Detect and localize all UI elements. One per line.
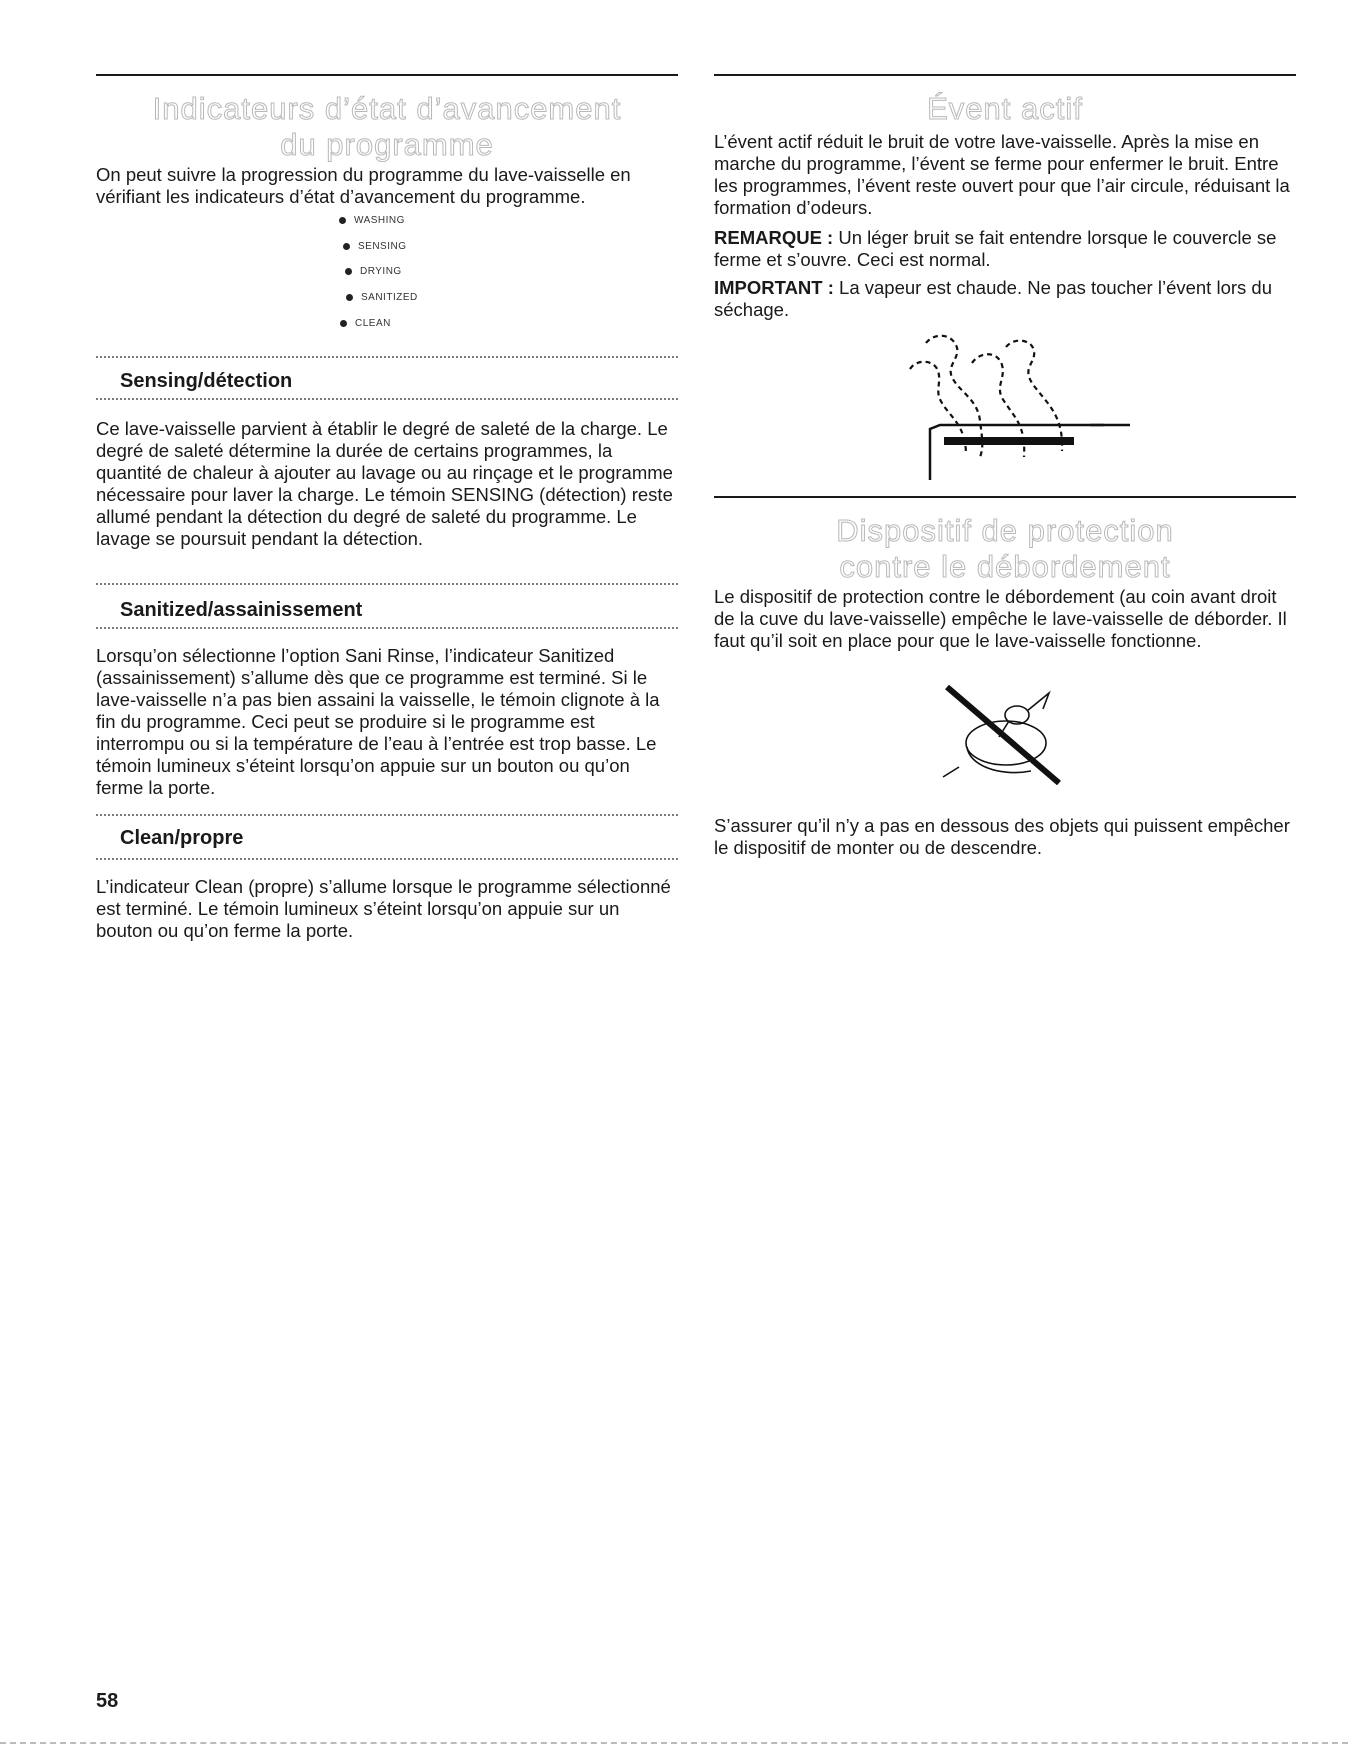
active-vent-text: L’évent actif réduit le bruit de votre lave-vaisselle. Après la mise en marche du programme, l’évent se ferme pour enfermer le bruit. Entre les programmes, l’évent reste ouvert pour que l’air circule, réduisant la formation d’odeurs. <box>714 131 1290 218</box>
vent-warning: IMPORTANT : La vapeur est chaude. Ne pas toucher l’évent lors du séchage. <box>714 277 1272 320</box>
indicator-washing: WASHING <box>339 215 405 226</box>
dotted-divider <box>96 583 678 585</box>
sanitized-heading: Sanitized/assainissement <box>120 599 363 621</box>
clean-heading: Clean/propre <box>120 827 244 849</box>
clean-text: L’indicateur Clean (propre) s’allume lorsque le programme sélectionné est terminé. Le témoin lumineux s’éteint lorsqu’on appuie sur un bouton ou qu’on ferme la porte. <box>96 876 671 941</box>
overflow-title-line1: Dispositif de protection <box>836 513 1174 548</box>
vent-note: REMARQUE : Un léger bruit se fait entendre lorsque le couvercle se ferme et s’ouvre. Ceci est normal. <box>714 227 1277 270</box>
section-rule <box>96 74 678 76</box>
sanitized-text: Lorsqu’on sélectionne l’option Sani Rinse, l’indicateur Sanitized (assainissement) s’allume dès que ce programme est terminé. Si le lave-vaisselle n’a pas bien assaini la vaisselle, le témoin clignote à la fin du programme. Ceci peut se produire si le programme est interrompu ou si la température de l’eau à l’entrée est trop basse. Le témoin lumineux s’éteint lorsqu’on appuie sur un bouton ou qu’on ferme la porte. <box>96 645 660 798</box>
dotted-divider <box>96 627 678 629</box>
overflow-text-2: S’assurer qu’il n’y a pas en dessous des objets qui puissent empêcher le dispositif de monter ou de descendre. <box>714 815 1290 858</box>
important-label: IMPORTANT : <box>714 277 834 298</box>
section-rule <box>714 74 1296 76</box>
page-bottom-edge <box>0 1742 1348 1744</box>
dotted-divider <box>96 814 678 816</box>
cycle-status-title-line2: du programme <box>280 127 494 162</box>
indicator-light-icon <box>345 268 352 275</box>
float-obstruction-illustration <box>939 685 1074 785</box>
cycle-status-title-line1: Indicateurs d’état d’avancement <box>152 91 622 126</box>
section-rule <box>714 496 1296 498</box>
vent-housing <box>930 425 1104 480</box>
dotted-divider <box>96 858 678 860</box>
dotted-divider <box>96 356 678 358</box>
indicator-drying: DRYING <box>345 266 402 277</box>
indicator-sanitized: SANITIZED <box>346 292 418 303</box>
sensing-text: Ce lave-vaisselle parvient à établir le degré de saleté de la charge. Le degré de saleté détermine la durée de certains programmes, la quantité de chaleur à ajouter au lavage ou au rinçage et le programme nécessaire pour laver la charge. Le témoin SENSING (détection) reste allumé pendant la détection du degré de saleté du programme. Le lavage se poursuit pendant la détection. <box>96 418 673 549</box>
indicator-light-icon <box>340 320 347 327</box>
prohibition-slash-icon <box>947 687 1059 783</box>
overflow-text: Le dispositif de protection contre le débordement (au coin avant droit de la cuve du lave-vaisselle) empêche le lave-vaisselle de déborder. Il faut qu’il soit en place pour que le lave-vaisselle fonctionne. <box>714 586 1287 651</box>
sensing-heading: Sensing/détection <box>120 370 293 392</box>
indicator-light-icon <box>343 243 350 250</box>
overflow-title-line2: contre le débordement <box>839 549 1171 584</box>
note-label: REMARQUE : <box>714 227 834 248</box>
active-vent-title: Évent actif <box>927 91 1083 126</box>
indicator-light-icon <box>346 294 353 301</box>
indicator-clean: CLEAN <box>340 318 391 329</box>
dotted-divider <box>96 398 678 400</box>
indicator-light-icon <box>339 217 346 224</box>
indicator-sensing: SENSING <box>343 241 407 252</box>
cycle-status-intro: On peut suivre la progression du programme du lave-vaisselle en vérifiant les indicateurs d’état d’avancement du programme. <box>96 164 631 207</box>
vent-louver <box>944 437 1074 445</box>
page-number: 58 <box>96 1690 119 1712</box>
steam-vent-illustration <box>894 325 1134 480</box>
